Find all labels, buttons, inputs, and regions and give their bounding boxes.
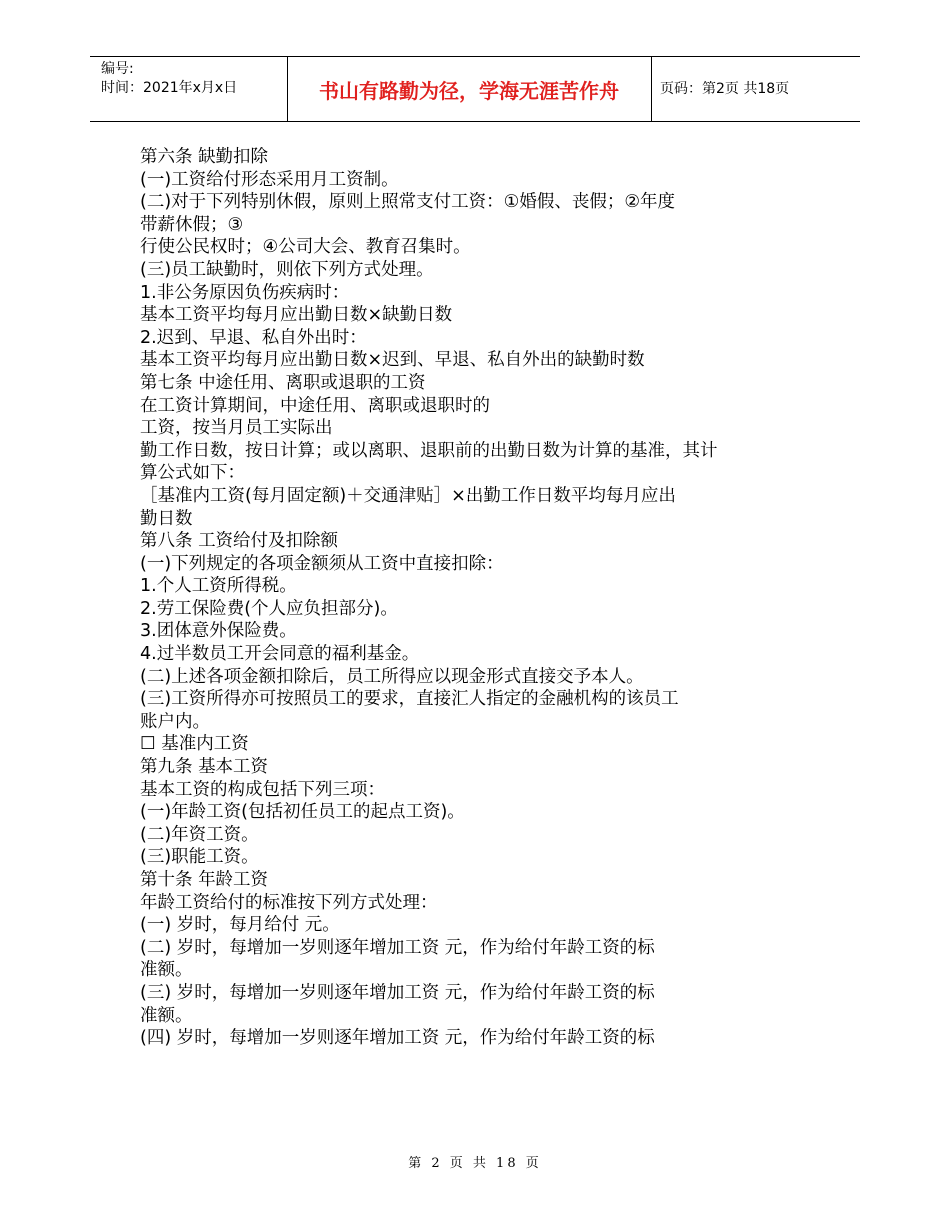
body-line: 第九条 基本工资 — [140, 757, 269, 778]
body-line: ☐ 基准内工资 — [140, 734, 249, 755]
body-line: 基本工资的构成包括下列三项： — [140, 779, 385, 800]
header-motto: 书山有路勤为径，学海无涯苦作舟 — [319, 79, 619, 103]
body-line: (三)职能工资。 — [140, 847, 259, 868]
body-line: 基本工资平均每月应出勤日数×迟到、早退、私自外出的缺勤时数 — [140, 350, 645, 371]
body-line: (三) 岁时，每增加一岁则逐年增加工资 元，作为给付年龄工资的标 — [140, 982, 655, 1003]
body-line: (三)工资所得亦可按照员工的要求，直接汇人指定的金融机构的该员工 — [140, 689, 679, 710]
header-bottom-rule — [90, 121, 860, 122]
body-line: 1.非公务原因负伤疾病时： — [140, 282, 350, 303]
body-line: 账户内。 — [140, 711, 210, 732]
body-line: (二)上述各项金额扣除后，员工所得应以现金形式直接交予本人。 — [140, 666, 644, 687]
body-line: 准额。 — [140, 960, 193, 981]
body-line: 2.劳工保险费(个人应负担部分)。 — [140, 598, 398, 619]
body-line: (二) 岁时，每增加一岁则逐年增加工资 元，作为给付年龄工资的标 — [140, 937, 655, 958]
body-line: 工资，按当月员工实际出 — [140, 418, 333, 439]
body-line: 准额。 — [140, 1005, 193, 1026]
body-line: (一)工资给付形态采用月工资制。 — [140, 169, 399, 190]
body-line: 算公式如下： — [140, 463, 245, 484]
body-line: 1.个人工资所得税。 — [140, 576, 297, 597]
document-number-label: 编号: — [101, 61, 134, 77]
body-line: 第八条 工资给付及扣除额 — [140, 531, 339, 552]
body-line: 勤日数 — [140, 508, 193, 529]
header-page-info: 页码：第2页 共18页 — [660, 81, 790, 97]
body-line: 年龄工资给付的标准按下列方式处理： — [140, 892, 438, 913]
body-line: 基本工资平均每月应出勤日数×缺勤日数 — [140, 305, 453, 326]
header-divider-right — [651, 56, 652, 121]
body-line: (一)年龄工资(包括初任员工的起点工资)。 — [140, 802, 465, 823]
body-line: 第六条 缺勤扣除 — [140, 147, 269, 167]
body-line: ［基准内工资(每月固定额)＋交通津贴］×出勤工作日数平均每月应出 — [140, 485, 676, 506]
body-line: (三)员工缺勤时，则依下列方式处理。 — [140, 259, 434, 280]
body-line: 3.团体意外保险费。 — [140, 621, 297, 642]
document-time-label: 时间：2021年x月x日 — [101, 80, 238, 96]
body-line: 第七条 中途任用、离职或退职的工资 — [140, 372, 426, 393]
body-line: 4.过半数员工开会同意的福利基金。 — [140, 644, 420, 665]
document-body — [140, 146, 820, 1050]
body-line: (一)下列规定的各项金额须从工资中直接扣除： — [140, 553, 504, 574]
body-line: (四) 岁时，每增加一岁则逐年增加工资 元，作为给付年龄工资的标 — [140, 1028, 655, 1049]
body-line: 2.迟到、早退、私自外出时： — [140, 327, 367, 348]
body-line: 带薪休假；③ — [140, 214, 244, 235]
page-footer: 第 2 页 共 18 页 — [408, 1156, 542, 1171]
body-line: 勤工作日数，按日计算；或以离职、退职前的出勤日数为计算的基准，其计 — [140, 440, 718, 461]
body-line: (二)对于下列特别休假，原则上照常支付工资：①婚假、丧假；②年度 — [140, 192, 676, 213]
header-meta — [101, 60, 237, 98]
body-line: 第十条 年龄工资 — [140, 870, 269, 890]
body-line: 在工资计算期间，中途任用、离职或退职时的 — [140, 395, 490, 416]
body-line: 行使公民权时；④公司大会、教育召集时。 — [140, 237, 471, 258]
header-top-rule — [90, 56, 860, 57]
body-line: (二)年资工资。 — [140, 824, 259, 845]
body-line: (一) 岁时，每月给付 元。 — [140, 915, 340, 936]
